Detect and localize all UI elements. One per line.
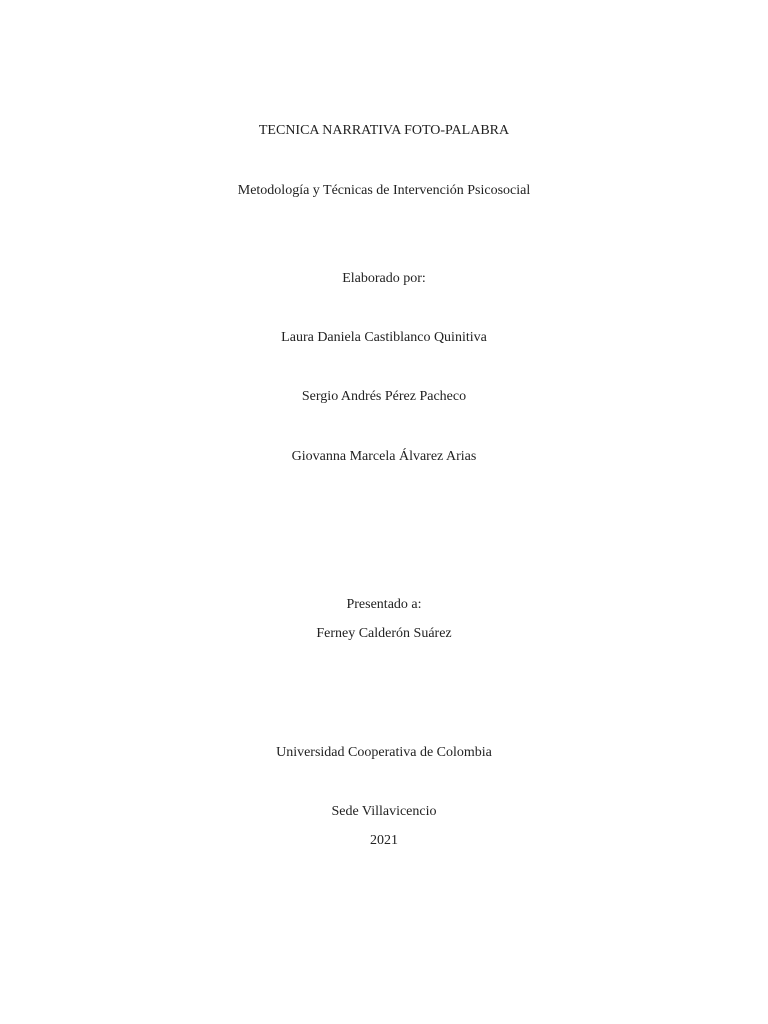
course-subject: Metodología y Técnicas de Intervención Psicosocial: [237, 183, 531, 198]
university-name: Universidad Cooperativa de Colombia: [276, 745, 492, 760]
prepared-by-label: Elaborado por:: [342, 271, 426, 286]
document-title: TECNICA NARRATIVA FOTO-PALABRA: [258, 123, 510, 138]
teacher-name: Ferney Calderón Suárez: [316, 626, 452, 641]
presented-to-label: Presentado a:: [346, 597, 422, 612]
campus-name: Sede Villavicencio: [331, 804, 437, 819]
document-year: 2021: [370, 833, 398, 848]
author-name: Sergio Andrés Pérez Pacheco: [301, 389, 467, 404]
author-name: Giovanna Marcela Álvarez Arias: [291, 449, 477, 464]
author-name: Laura Daniela Castiblanco Quinitiva: [281, 330, 487, 345]
